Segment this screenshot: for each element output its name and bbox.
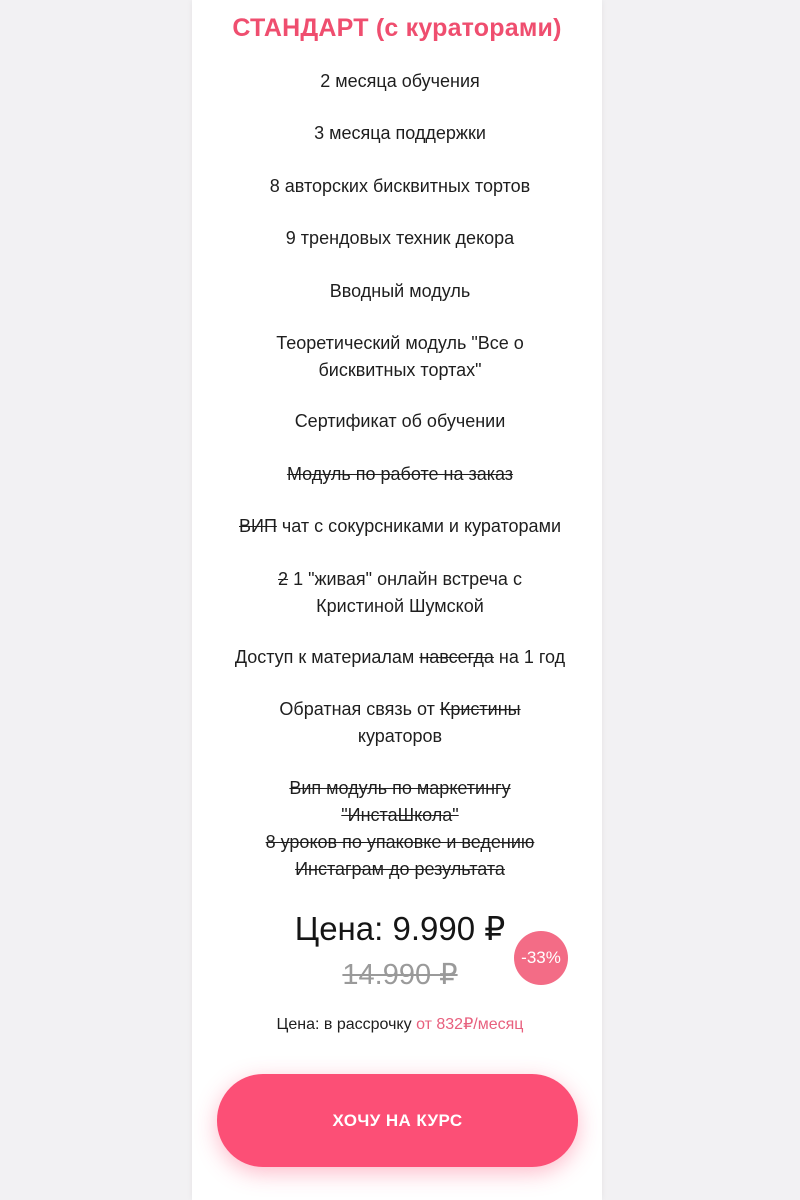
feature-text-strikethrough: 2	[278, 569, 289, 589]
feature-item	[200, 68, 600, 95]
feature-text-strikethrough: Кристины	[439, 699, 521, 719]
feature-text: Обратная связь от	[279, 699, 440, 719]
feature-text-strikethrough: 8 уроков по упаковке и ведению	[265, 832, 535, 852]
feature-text: Вводный модуль	[329, 281, 471, 301]
feature-text: Сертификат об обучении	[294, 411, 506, 431]
feature-text: Кристиной Шумской	[316, 596, 484, 616]
feature-text-strikethrough: навсегда	[419, 647, 494, 667]
feature-text: чат с сокурсниками и кураторами	[276, 516, 561, 536]
feature-text: кураторов	[357, 726, 443, 746]
plan-title: СТАНДАРТ (с кураторами)	[232, 14, 562, 42]
feature-text-strikethrough: Модуль по работе на заказ	[286, 464, 514, 484]
feature-item	[200, 408, 600, 435]
feature-text: 3 месяца поддержки	[314, 123, 486, 143]
feature-text: Теоретический модуль "Все о	[276, 333, 524, 353]
feature-item	[200, 330, 600, 384]
feature-text: 2 месяца обучения	[320, 71, 480, 91]
feature-text: бисквитных тортах"	[318, 360, 482, 380]
feature-item	[200, 644, 600, 671]
feature-item	[200, 278, 600, 305]
feature-text: на 1 год	[493, 647, 566, 667]
feature-item	[200, 696, 600, 750]
feature-item	[200, 173, 600, 200]
feature-item	[200, 566, 600, 620]
old-price: 14.990 ₽	[342, 959, 458, 991]
current-price: Цена: 9.990 ₽	[294, 910, 506, 947]
feature-text-strikethrough: Инстаграм до результата	[295, 859, 505, 879]
installment-value: от 832₽/месяц	[416, 1016, 524, 1033]
feature-text-strikethrough: "ИнстаШкола"	[341, 805, 459, 825]
feature-item	[200, 120, 600, 147]
feature-text: 9 трендовых техник декора	[285, 228, 515, 248]
installment-price	[200, 1013, 600, 1037]
installment-label: Цена: в рассрочку	[276, 1016, 417, 1033]
feature-text-strikethrough: ВИП	[239, 516, 277, 536]
feature-item-removed	[200, 461, 600, 488]
feature-text: 8 авторских бисквитных тортов	[269, 176, 531, 196]
feature-text-strikethrough: Вип модуль по маркетингу	[289, 778, 511, 798]
feature-text: 1 "живая" онлайн встреча с	[288, 569, 522, 589]
feature-text: Доступ к материалам	[234, 647, 420, 667]
feature-item-removed	[200, 775, 600, 883]
feature-item	[200, 513, 600, 540]
enroll-button[interactable]: ХОЧУ НА КУРС	[217, 1074, 578, 1167]
feature-item	[200, 225, 600, 252]
discount-badge: -33%	[514, 931, 568, 985]
